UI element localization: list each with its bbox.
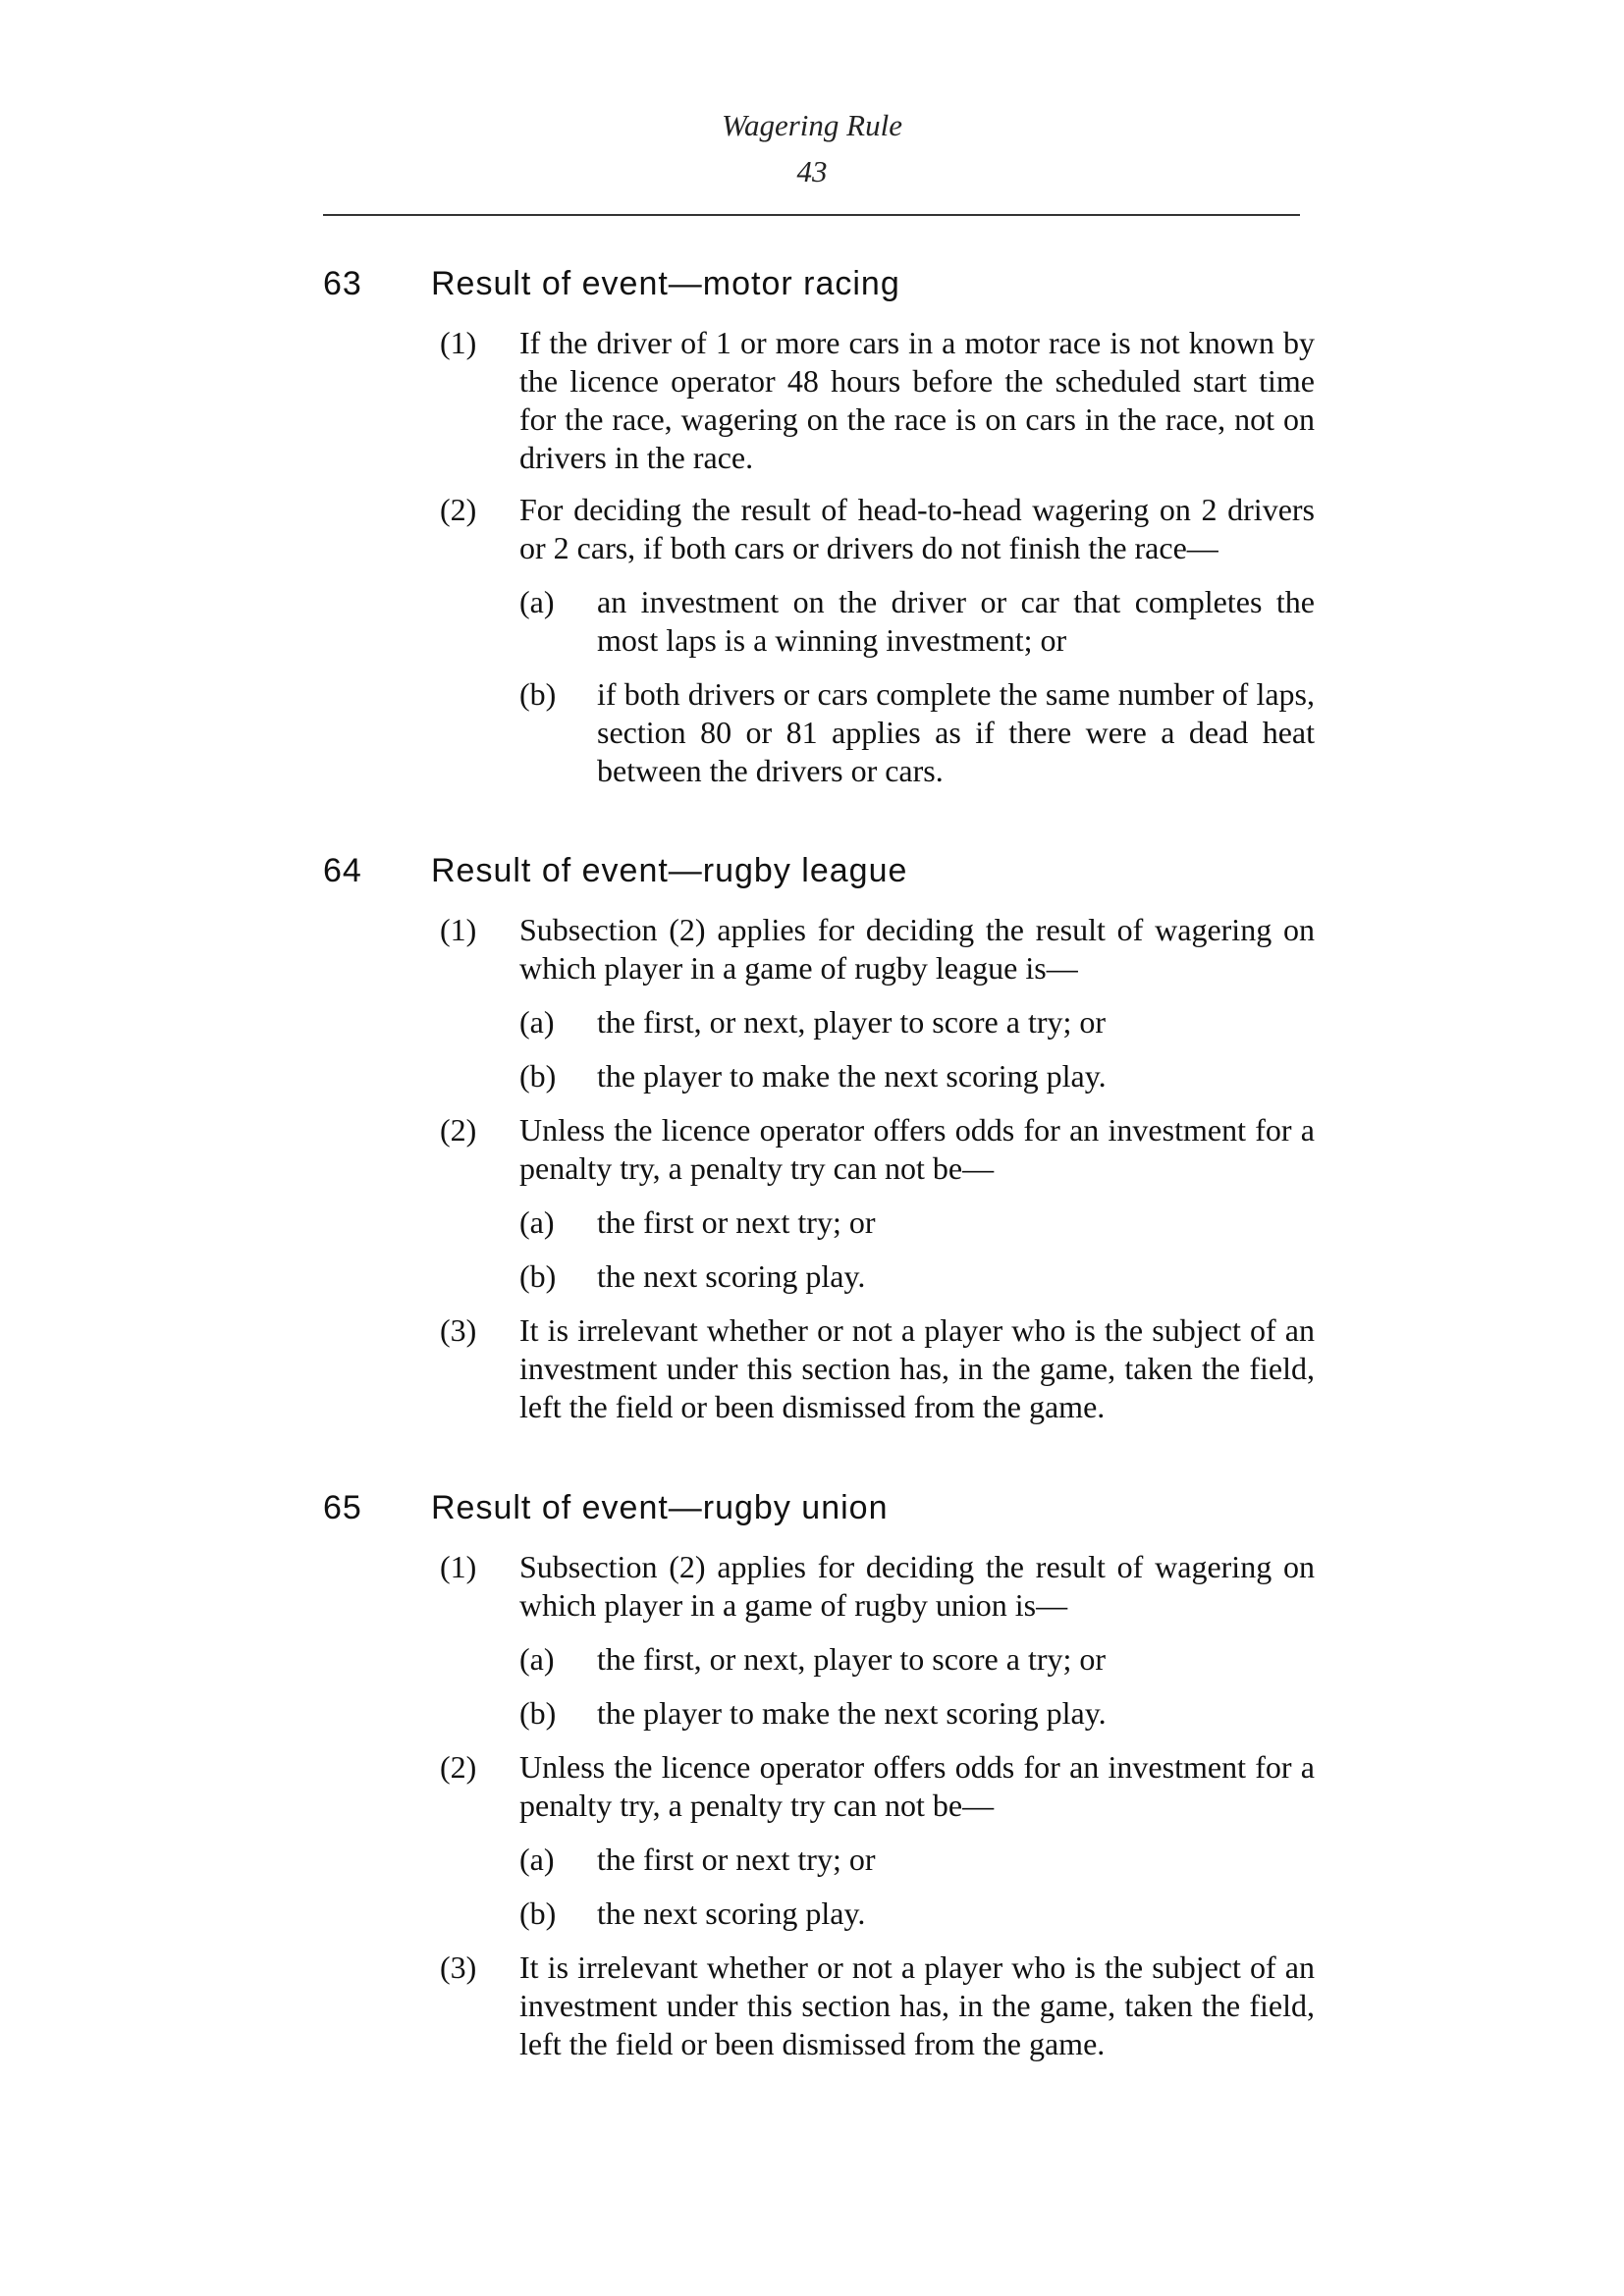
paragraph bbox=[0, 583, 1624, 660]
paragraph bbox=[0, 675, 1624, 790]
paragraph bbox=[0, 1203, 1624, 1242]
subsection-number: (2) bbox=[440, 1749, 477, 1785]
paragraph-text: the player to make the next scoring play. bbox=[597, 1058, 1107, 1094]
section-number: 64 bbox=[323, 852, 362, 889]
page-number: 43 bbox=[796, 154, 828, 188]
subsection-number: (1) bbox=[440, 912, 477, 947]
paragraph-number: (b) bbox=[519, 1695, 557, 1731]
paragraph-text: the first, or next, player to score a try; or bbox=[597, 1004, 1107, 1040]
subsection bbox=[0, 1949, 1624, 2063]
subsection-text: It is irrelevant whether or not a player who is the subject of an investment under this section has, in the game, taken the field, left the field or been dismissed from the game. bbox=[519, 1949, 1315, 2061]
subsection bbox=[0, 911, 1624, 1095]
subsection bbox=[0, 1748, 1624, 1933]
section-title: Result of event—rugby league bbox=[431, 852, 908, 889]
paragraph-number: (a) bbox=[519, 1004, 555, 1040]
section-heading bbox=[0, 1489, 1624, 1548]
paragraph-number: (b) bbox=[519, 1258, 557, 1294]
section-title: Result of event—motor racing bbox=[431, 265, 900, 302]
paragraph bbox=[0, 1895, 1624, 1933]
section-number: 63 bbox=[323, 265, 362, 302]
section-title: Result of event—rugby union bbox=[431, 1489, 889, 1526]
subsection-text: If the driver of 1 or more cars in a motor race is not known by the licence operator 48 hours before the scheduled start time for the race, wagering on the race is on cars in the race, not on drivers in the race. bbox=[519, 325, 1315, 475]
header-divider bbox=[323, 214, 1300, 216]
subsection-number: (2) bbox=[440, 492, 477, 527]
subsection-text: For deciding the result of head-to-head wagering on 2 drivers or 2 cars, if both cars or drivers do not finish the race— bbox=[519, 492, 1315, 565]
subsection-text: Subsection (2) applies for deciding the result of wagering on which player in a game of rugby league is— bbox=[519, 912, 1315, 986]
subsection-number: (1) bbox=[440, 325, 477, 360]
paragraph bbox=[0, 1057, 1624, 1095]
paragraph-number: (a) bbox=[519, 1641, 555, 1677]
paragraph bbox=[0, 1694, 1624, 1733]
section-65 bbox=[0, 1489, 1624, 2077]
paragraph bbox=[0, 1640, 1624, 1679]
section-heading bbox=[0, 265, 1624, 324]
paragraph-text: the first, or next, player to score a try; or bbox=[597, 1641, 1107, 1677]
section-63 bbox=[0, 265, 1624, 806]
paragraph bbox=[0, 1841, 1624, 1879]
subsection-text: Unless the licence operator offers odds for an investment for a penalty try, a penalty try can not be— bbox=[519, 1749, 1315, 1823]
paragraph-text: the first or next try; or bbox=[597, 1842, 876, 1877]
subsection-text: It is irrelevant whether or not a player who is the subject of an investment under this section has, in the game, taken the field, left the field or been dismissed from the game. bbox=[519, 1312, 1315, 1424]
paragraph-number: (a) bbox=[519, 1204, 555, 1240]
paragraph-text: if both drivers or cars complete the same number of laps, section 80 or 81 applies as if there were a dead heat between the drivers or cars. bbox=[597, 676, 1315, 788]
subsection-text: Subsection (2) applies for deciding the result of wagering on which player in a game of rugby union is— bbox=[519, 1549, 1315, 1623]
paragraph-number: (a) bbox=[519, 584, 555, 619]
subsection bbox=[0, 1548, 1624, 1733]
section-heading bbox=[0, 852, 1624, 911]
paragraph bbox=[0, 1257, 1624, 1296]
subsection-number: (1) bbox=[440, 1549, 477, 1584]
paragraph-number: (b) bbox=[519, 1896, 557, 1931]
running-header-title: Wagering Rule bbox=[722, 108, 902, 142]
paragraph-text: the player to make the next scoring play. bbox=[597, 1695, 1107, 1731]
subsection bbox=[0, 1311, 1624, 1426]
subsection-number: (3) bbox=[440, 1312, 477, 1348]
subsection-text: Unless the licence operator offers odds for an investment for a penalty try, a penalty try can not be— bbox=[519, 1112, 1315, 1186]
paragraph-number: (b) bbox=[519, 1058, 557, 1094]
paragraph bbox=[0, 1003, 1624, 1041]
subsection-number: (2) bbox=[440, 1112, 477, 1148]
paragraph-text: the next scoring play. bbox=[597, 1258, 866, 1294]
paragraph-text: the first or next try; or bbox=[597, 1204, 876, 1240]
subsection-number: (3) bbox=[440, 1949, 477, 1985]
paragraph-text: an investment on the driver or car that completes the most laps is a winning investment; or bbox=[597, 584, 1315, 658]
paragraph-number: (b) bbox=[519, 676, 557, 712]
paragraph-number: (a) bbox=[519, 1842, 555, 1877]
section-number: 65 bbox=[323, 1489, 362, 1526]
subsection bbox=[0, 491, 1624, 790]
subsection bbox=[0, 324, 1624, 477]
section-64 bbox=[0, 852, 1624, 1440]
subsection bbox=[0, 1111, 1624, 1296]
paragraph-text: the next scoring play. bbox=[597, 1896, 866, 1931]
